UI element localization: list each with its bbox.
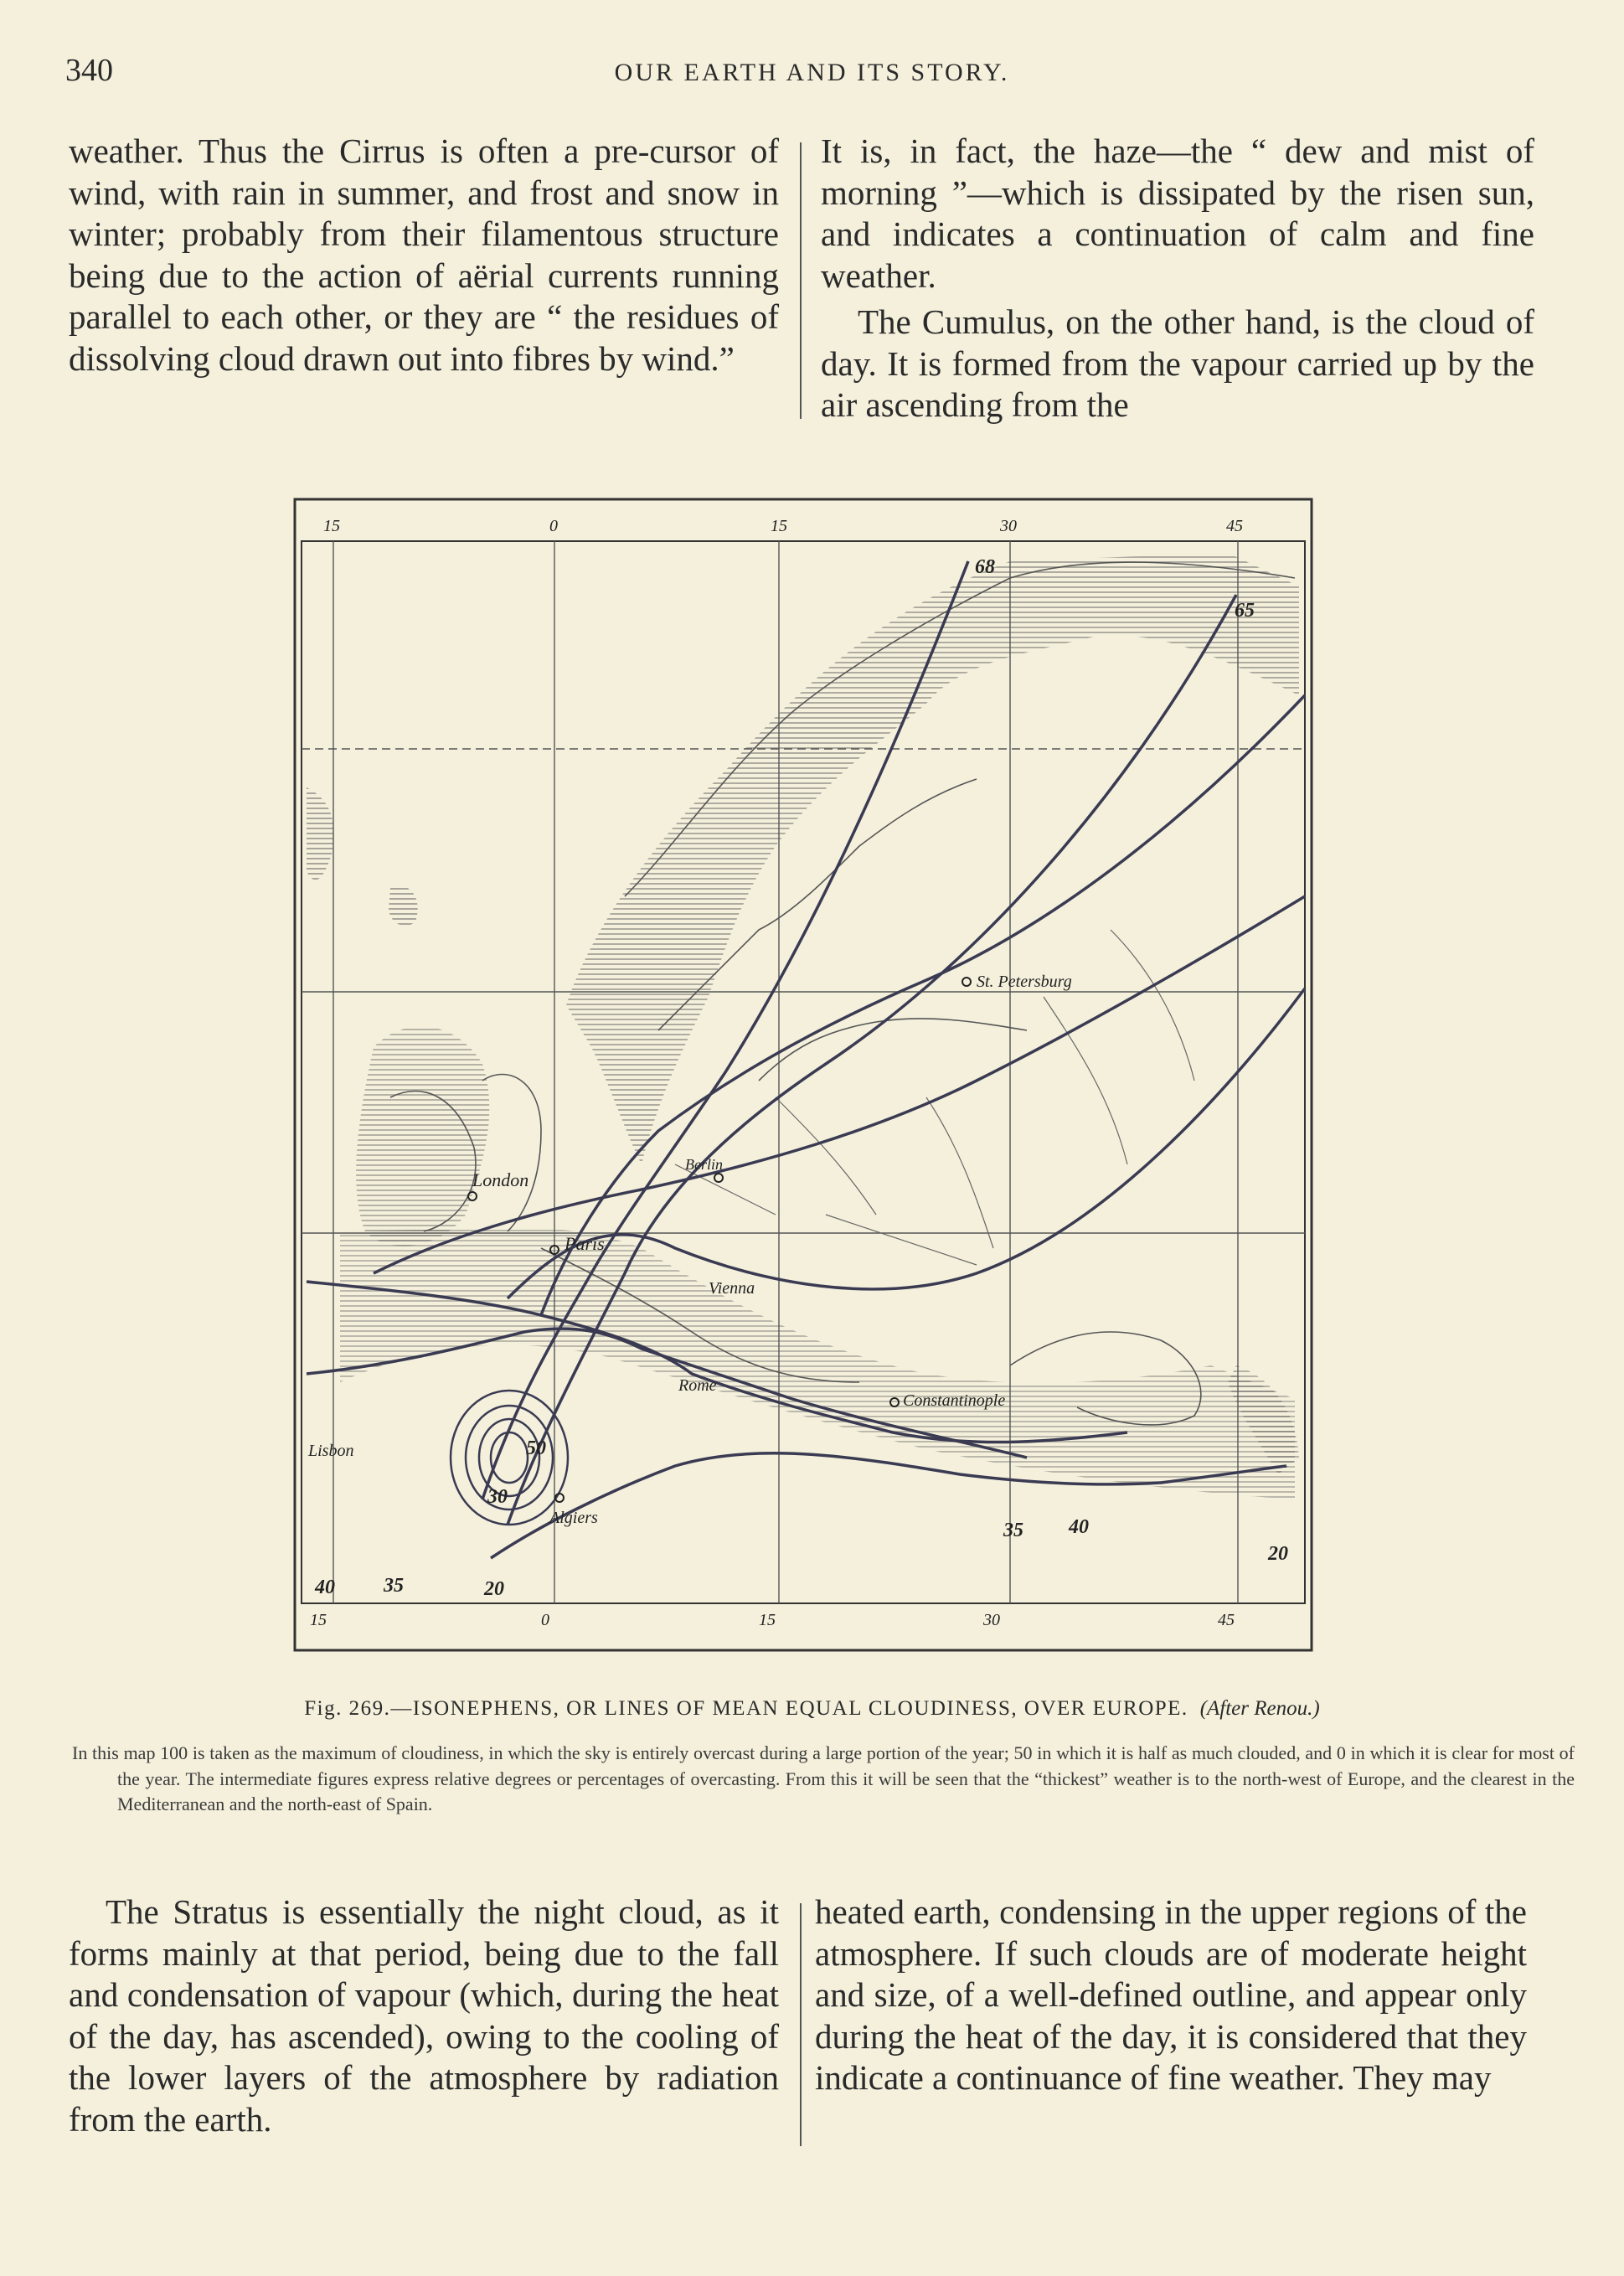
top-right-column bbox=[821, 131, 1534, 426]
bottom-longitude-label: 15 bbox=[759, 1611, 776, 1629]
bottom-longitude-label: 30 bbox=[983, 1611, 1000, 1629]
top-longitude-labels bbox=[323, 517, 1243, 535]
top-longitude-label: 15 bbox=[323, 517, 340, 535]
top-right-paragraph-2: The Cumulus, on the other hand, is the cloud of day. It is formed from the vapour carried up by the air ascending from the bbox=[821, 302, 1534, 424]
top-right-paragraph-1: It is, in fact, the haze—the “ dew and mist of morning ”—which is dissipated by the risen sun, and indicates a continuation of calm and fine weather. bbox=[821, 132, 1534, 295]
city-label-vienna: Vienna bbox=[709, 1279, 755, 1298]
city-label-paris: Paris bbox=[565, 1233, 605, 1254]
city-label-london: London bbox=[472, 1169, 529, 1190]
isoline-label: 65 bbox=[1235, 600, 1255, 622]
figure-caption-title: Fig. 269.—ISONEPHENS, OR LINES OF MEAN EQUAL CLOUDINESS, OVER EUROPE. bbox=[304, 1697, 1188, 1720]
city-label-lisbon: Lisbon bbox=[308, 1442, 354, 1460]
city-label-berlin: Berlin bbox=[685, 1156, 723, 1173]
bottom-left-paragraph: The Stratus is essentially the night cloud, as it forms mainly at that period, being due to the fall and condensation of vapour (which, during the heat of the day, has ascended), owing to the cooling of the lower layers of the atmosphere by radiation from the earth. bbox=[69, 1892, 779, 2139]
top-longitude-label: 30 bbox=[1000, 517, 1017, 535]
city-label-algiers: Algiers bbox=[549, 1509, 598, 1527]
isoline-label: 20 bbox=[1268, 1543, 1288, 1565]
spain-cloud-rings bbox=[451, 1391, 568, 1525]
figure-note: In this map 100 is taken as the maximum of cloudiness, in which the sky is entirely overcast during a large portion of the year; 50 in which it is half as much clouded, and 0 in which it is clear for most of the year. The intermediate figures express relative degrees or percentages of overcasting. From this it will be seen that the “thickest” weather is to the north-west of Europe, and the clearest in the Mediterranean and the north-east of Spain. bbox=[72, 1742, 1575, 1814]
bottom-longitude-label: 15 bbox=[310, 1611, 327, 1629]
bottom-longitude-label: 0 bbox=[541, 1611, 549, 1629]
top-longitude-label: 45 bbox=[1226, 517, 1243, 535]
isoline-label: 40 bbox=[315, 1577, 335, 1598]
city-label-rome: Rome bbox=[678, 1376, 717, 1395]
isoline-label: 40 bbox=[1069, 1516, 1089, 1538]
bottom-left-column bbox=[69, 1892, 779, 2140]
bottom-right-column bbox=[815, 1892, 1527, 2099]
isoline-label: 68 bbox=[975, 556, 995, 578]
column-divider bbox=[800, 1903, 802, 2146]
coastal-shading bbox=[307, 553, 1299, 1499]
isoline-label: 20 bbox=[484, 1578, 504, 1600]
bottom-longitude-label: 45 bbox=[1218, 1611, 1235, 1629]
city-label-constantinople: Constantinople bbox=[903, 1391, 1006, 1410]
isoline-label: 50 bbox=[526, 1437, 546, 1459]
isoline-label: 35 bbox=[384, 1575, 404, 1597]
running-head: OUR EARTH AND ITS STORY. bbox=[614, 59, 1010, 86]
top-left-column bbox=[69, 131, 779, 379]
isoline-label: 35 bbox=[1003, 1520, 1023, 1541]
city-label-st-petersburg: St. Petersburg bbox=[977, 973, 1072, 991]
bottom-right-paragraph: heated earth, condensing in the upper regions of the atmosphere. If such clouds are of moderate height and size, of a well-defined outline, and appear only during the heat of the day, it is considered that they indicate a continuance of fine weather. They may bbox=[815, 1892, 1527, 2097]
top-longitude-label: 15 bbox=[771, 517, 787, 535]
figure-caption bbox=[0, 1697, 1624, 1721]
bottom-longitude-labels bbox=[310, 1611, 1235, 1629]
isonephen-map bbox=[290, 494, 1317, 1655]
top-left-paragraph: weather. Thus the Cirrus is often a pre-cursor of wind, with rain in summer, and frost and snow in winter; probably from their filamentous structure being due to the action of aërial currents running parallel to each other, or they are “ the residues of dissolving cloud drawn out into fibres by wind.” bbox=[69, 132, 779, 378]
column-divider bbox=[800, 142, 802, 419]
isoline-label: 30 bbox=[487, 1486, 508, 1508]
figure-caption-credit: (After Renou.) bbox=[1199, 1697, 1320, 1720]
top-longitude-label: 0 bbox=[549, 517, 558, 535]
page-number: 340 bbox=[65, 53, 113, 88]
